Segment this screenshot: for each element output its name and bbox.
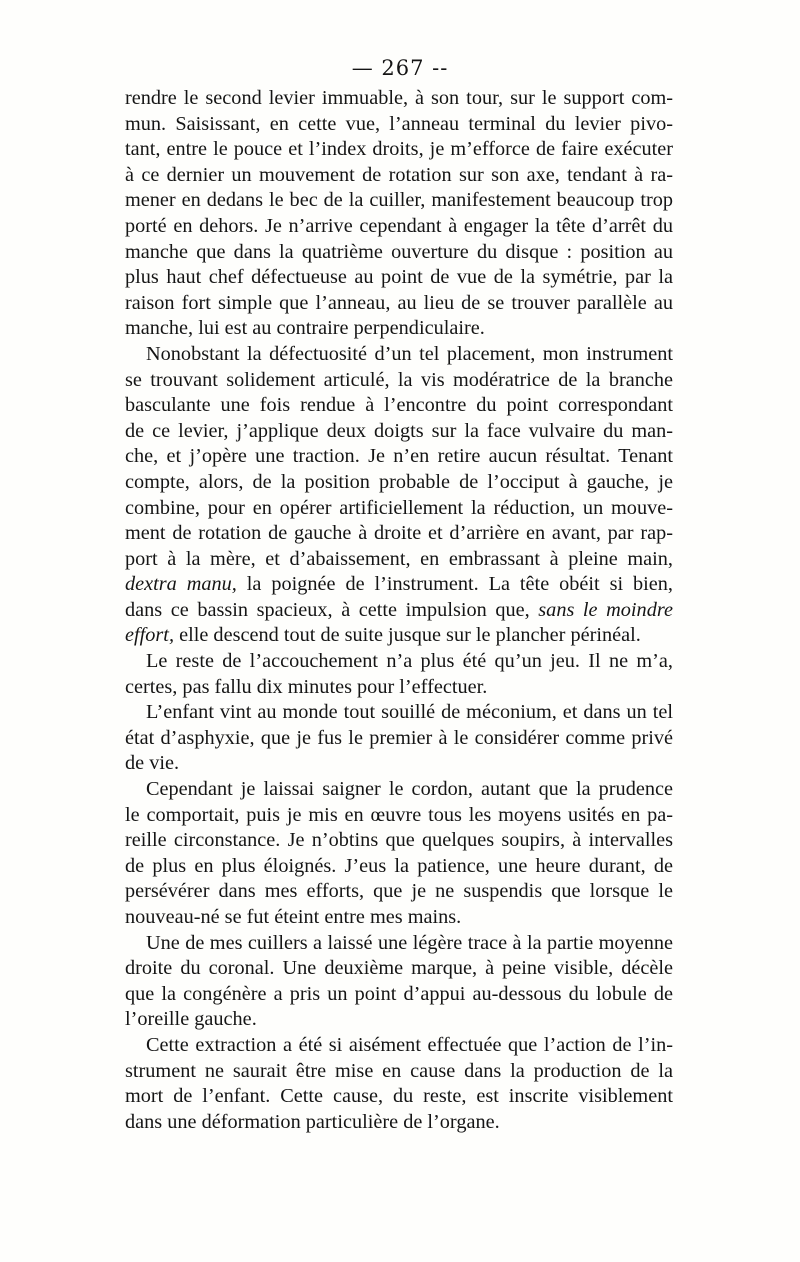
paragraph	[125, 1033, 673, 1135]
text-line: droite du coronal. Une deuxième marque, à peine visible, décèle	[125, 957, 673, 980]
text-line: de plus en plus éloignés. J’eus la patience, une heure durant, de	[125, 854, 673, 877]
text-line: tant, entre le pouce et l’index droits, je m’efforce de faire exécuter	[125, 138, 673, 161]
text-line: dans ce bassin spacieux, à cette impulsion que, sans le moindre	[125, 598, 673, 621]
paragraph	[125, 342, 673, 649]
text-line: ment de rotation de gauche à droite et d’arrière en avant, par rap-	[125, 522, 673, 545]
text-line: compte, alors, de la position probable de l’occiput à gauche, je	[125, 470, 673, 493]
text-line: combine, pour en opérer artificiellement la réduction, un mouve-	[125, 496, 673, 519]
body-text	[125, 86, 673, 1135]
text-line: l’oreille gauche.	[125, 1008, 257, 1031]
text-line: porté en dehors. Je n’arrive cependant à engager la tête d’arrêt du	[125, 214, 673, 237]
text-line: se trouvant solidement articulé, la vis modératrice de la branche	[125, 368, 673, 391]
text-line: rendre le second levier immuable, à son tour, sur le support com-	[125, 87, 673, 109]
text-line: plus haut chef défectueuse au point de vue de la symétrie, par la	[125, 266, 673, 289]
text-line: basculante une fois rendue à l’encontre du point correspondant	[125, 394, 673, 417]
paragraph	[125, 931, 673, 1033]
text-line: à ce dernier un mouvement de rotation sur son axe, tendant à ra-	[125, 163, 673, 186]
text-line: L’enfant vint au monde tout souillé de méconium, et dans un tel	[146, 701, 673, 724]
text-line: le comportait, puis je mis en œuvre tous les moyens usités en pa-	[125, 803, 673, 826]
text-line: nouveau-né se fut éteint entre mes mains.	[125, 906, 462, 928]
text-line: effort, elle descend tout de suite jusque sur le plancher périnéal.	[125, 624, 641, 647]
paragraph	[125, 777, 673, 931]
text-line: reille circonstance. Je n’obtins que quelques soupirs, à intervalles	[125, 829, 673, 852]
text-line: mun. Saisissant, en cette vue, l’anneau terminal du levier pivo-	[125, 112, 673, 135]
paragraph	[125, 700, 673, 777]
text-line: état d’asphyxie, que je fus le premier à le considérer comme privé	[125, 726, 673, 749]
text-line: raison fort simple que l’anneau, au lieu de se trouver parallèle au	[125, 291, 673, 314]
paragraph	[125, 86, 673, 342]
text-line: port à la mère, et d’abaissement, en embrassant à pleine main,	[125, 547, 673, 570]
text-line: de ce levier, j’applique deux doigts sur la face vulvaire du man-	[125, 419, 673, 442]
text-line: dextra manu, la poignée de l’instrument. La tête obéit si bien,	[125, 573, 673, 596]
text-line: de vie.	[125, 752, 180, 775]
text-line: Nonobstant la défectuosité d’un tel placement, mon instrument	[146, 342, 673, 365]
text-line: Une de mes cuillers a laissé une légère trace à la partie moyenne	[146, 931, 673, 954]
paragraph	[125, 649, 673, 700]
text-line: strument ne saurait être mise en cause dans la production de la	[125, 1059, 673, 1082]
text-line: dans une déformation particulière de l’organe.	[125, 1110, 500, 1133]
text-line: que la congénère a pris un point d’appui au-dessous du lobule de	[125, 982, 673, 1005]
text-line: manche, lui est au contraire perpendiculaire.	[125, 317, 485, 340]
page-number: — 267 --	[351, 56, 449, 80]
text-line: persévérer dans mes efforts, que je ne suspendis que lorsque le	[125, 880, 673, 903]
text-line: mort de l’enfant. Cette cause, du reste, est inscrite visiblement	[125, 1085, 673, 1108]
text-line: che, et j’opère une traction. Je n’en retire aucun résultat. Tenant	[125, 445, 673, 468]
text-line: manche que dans la quatrième ouverture du disque : position au	[125, 240, 673, 263]
text-line: Cependant je laissai saigner le cordon, autant que la prudence	[146, 778, 673, 801]
text-line: mener en dedans le bec de la cuiller, manifestement beaucoup trop	[125, 189, 673, 212]
text-line: certes, pas fallu dix minutes pour l’effectuer.	[125, 675, 488, 698]
text-line: Cette extraction a été si aisément effectuée que l’action de l’in-	[146, 1033, 673, 1056]
text-line: Le reste de l’accouchement n’a plus été qu’un jeu. Il ne m’a,	[146, 650, 673, 673]
